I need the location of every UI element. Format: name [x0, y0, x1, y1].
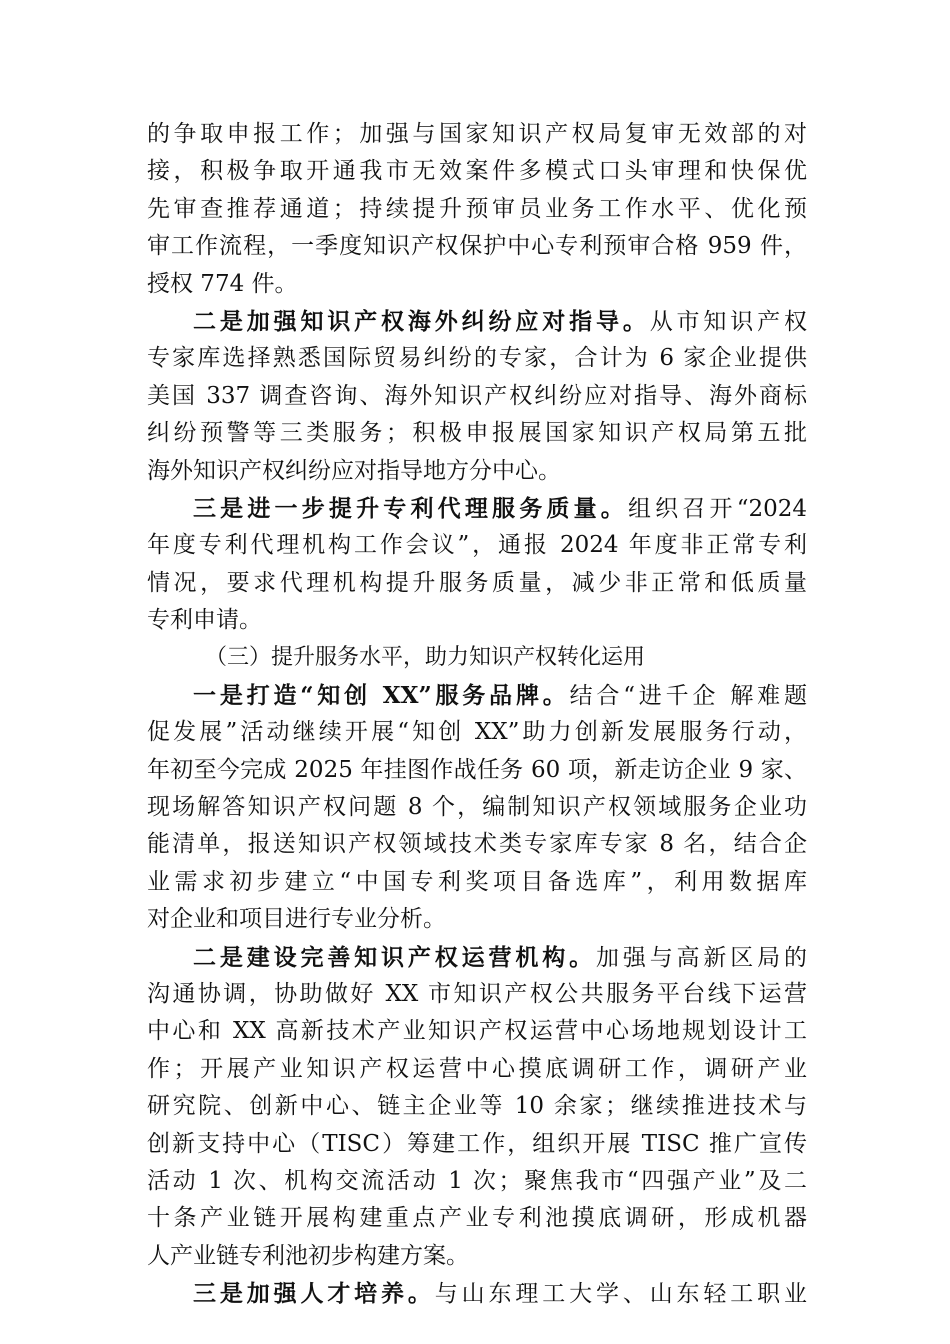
text-line: 海外知识产权纠纷应对指导地方分中心。 — [147, 457, 561, 484]
text-line: 研究院、创新中心、链主企业等 10 余家；继续推进技术与 — [147, 1093, 807, 1120]
paragraph-lead: 二是建设完善知识产权运营机构。 — [193, 943, 596, 971]
paragraph-lead: 一是打造“知创 XX”服务品牌。 — [193, 681, 570, 709]
paragraph-start: 三是进一步提升专利代理服务质量。组织召开“2024 — [193, 494, 808, 522]
text-line: 中心和 XX 高新技术产业知识产权运营中心场地规划设计工 — [147, 1018, 807, 1045]
text-line: 现场解答知识产权问题 8 个，编制知识产权领域服务企业功 — [147, 794, 807, 821]
text-line: 作；开展产业知识产权运营中心摸底调研工作，调研产业 — [147, 1055, 807, 1082]
text-line: 接，积极争取开通我市无效案件多模式口头审理和快保优 — [147, 158, 807, 185]
paragraph-start: 三是加强人才培养。与山东理工大学、山东轻工职业 — [193, 1280, 808, 1308]
document-body — [147, 116, 807, 1313]
text-line: 先审查推荐通道；持续提升预审员业务工作水平、优化预 — [147, 195, 807, 222]
text-line: 授权 774 件。 — [147, 270, 298, 297]
text-line: 能清单，报送知识产权领域技术类专家库专家 8 名，结合企 — [147, 831, 807, 858]
text-line: 情况，要求代理机构提升服务质量，减少非正常和低质量 — [147, 569, 807, 596]
paragraph-start: 二是建设完善知识产权运营机构。加强与高新区局的 — [193, 943, 808, 971]
text-line: 纠纷预警等三类服务；积极申报展国家知识产权局第五批 — [147, 420, 807, 447]
text-line: 的争取申报工作；加强与国家知识产权局复审无效部的对 — [147, 121, 807, 147]
text-line: 人产业链专利池初步构建方案。 — [147, 1242, 469, 1269]
text-line: 美国 337 调查咨询、海外知识产权纠纷应对指导、海外商标 — [147, 382, 807, 409]
paragraph-lead: 二是加强知识产权海外纠纷应对指导。 — [193, 307, 650, 335]
text-line: 专利申请。 — [147, 607, 262, 634]
paragraph-lead: 三是加强人才培养。 — [193, 1280, 435, 1308]
text-line: 十条产业链开展构建重点产业专利池摸底调研，形成机器 — [147, 1205, 807, 1232]
text-line: 活动 1 次、机构交流活动 1 次；聚焦我市“四强产业”及二 — [147, 1167, 807, 1194]
text-line: 业需求初步建立“中国专利奖项目备选库”，利用数据库 — [147, 868, 807, 895]
text-line: 促发展”活动继续开展“知创 XX”助力创新发展服务行动， — [147, 719, 807, 746]
paragraph-start: 一是打造“知创 XX”服务品牌。结合“进千企 解难题 — [193, 681, 807, 709]
text-line: 年度专利代理机构工作会议”，通报 2024 年度非正常专利 — [147, 532, 807, 559]
text-line: 专家库选择熟悉国际贸易纠纷的专家，合计为 6 家企业提供 — [147, 345, 807, 372]
text-line: 对企业和项目进行专业分析。 — [147, 906, 446, 933]
text-line: 创新支持中心（TISC）筹建工作，组织开展 TISC 推广宣传 — [147, 1130, 807, 1157]
section-heading: （三）提升服务水平，助力知识产权转化运用 — [205, 645, 646, 671]
text-line: 沟通协调，协助做好 XX 市知识产权公共服务平台线下运营 — [147, 980, 807, 1007]
paragraph-start: 二是加强知识产权海外纠纷应对指导。从市知识产权 — [193, 307, 808, 335]
text-line: 审工作流程，一季度知识产权保护中心专利预审合格 959 件， — [147, 233, 807, 260]
paragraph-lead: 三是进一步提升专利代理服务质量。 — [193, 494, 628, 522]
text-line: 年初至今完成 2025 年挂图作战任务 60 项，新走访企业 9 家、 — [147, 756, 807, 783]
